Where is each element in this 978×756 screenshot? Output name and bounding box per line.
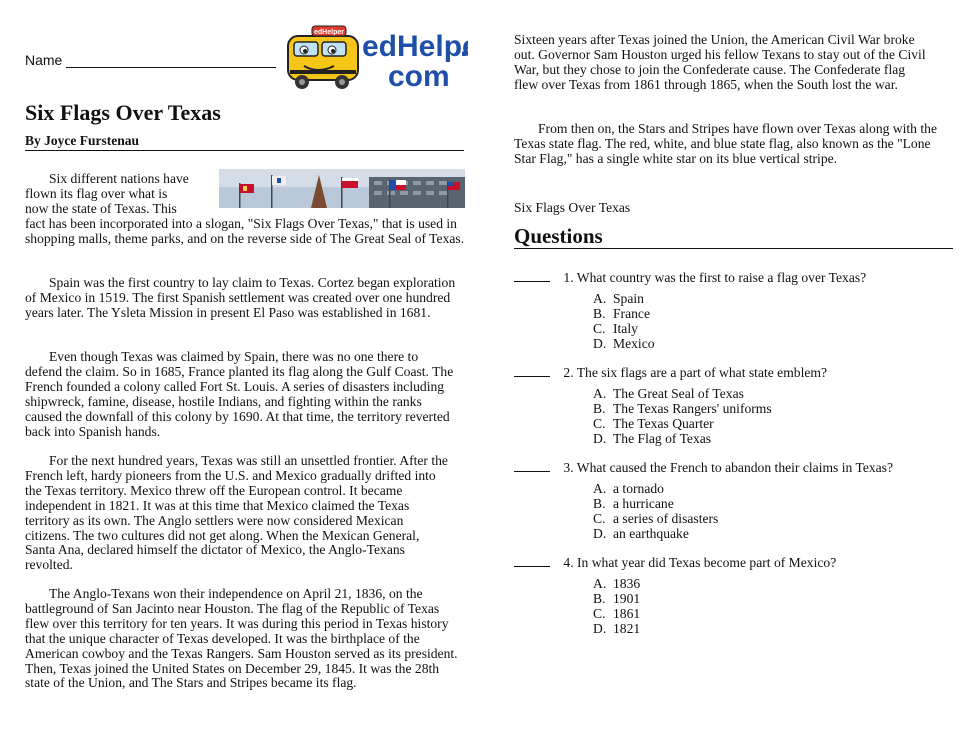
p1-line-1: Six different nations have	[49, 171, 189, 186]
paragraph-2: Spain was the first country to lay claim to Texas. Cortez began exploration of Mexico in 1519. The first Spanish settlement was created over one hundred years later. The Ysleta Mission in present El Paso was established in 1681.	[25, 275, 456, 320]
questions-heading: Questions	[514, 224, 953, 249]
question-4-text: 4. In what year did Texas become part of Mexico?	[563, 555, 837, 570]
option: A. a tornado	[593, 481, 664, 496]
p1-line-3: now the state of Texas. This	[25, 200, 177, 216]
paragraph-5: The Anglo-Texans won their independence on April 21, 1836, on the battleground of San Jacinto near Houston. The flag of the Republic of Texas flew over this territory for ten years. It was during this period in Texas history that the unique character of Texas developed. It was the birthplace of the American cowboy and the Texas Rangers. Sam Houston served as its president. Then, Texas joined the United States on December 29, 1845. It was the 28th state of the Union, and The Stars and Stripes became its flag.	[25, 586, 458, 691]
question-3	[514, 460, 893, 475]
logo-text-bottom: com	[388, 60, 450, 92]
svg-text:.: .	[460, 30, 468, 63]
option: C. a series of disasters	[593, 511, 719, 526]
answer-blank-3[interactable]	[514, 460, 550, 472]
question-1-text: 1. What country was the first to raise a flag over Texas?	[563, 270, 867, 285]
option: B. France	[593, 306, 650, 321]
name-field	[25, 52, 276, 68]
paragraph-1-rest: fact has been incorporated into a slogan, "Six Flags Over Texas," that is used in shopping malls, theme parks, and on the reverse side of The Great Seal of Texas.	[25, 216, 465, 246]
page-title: Six Flags Over Texas	[25, 100, 221, 125]
question-1-options	[593, 291, 655, 351]
option: D. an earthquake	[593, 526, 689, 541]
paragraph-6: Sixteen years after Texas joined the Union, the American Civil War broke out. Governor Sam Houston urged his fellow Texans to stay out of the Civil War, but they chose to join the Confederate cause. The Confederate flag flew over Texas from 1861 through 1865, when the South lost the war.	[514, 32, 926, 92]
option: C. 1861	[593, 606, 641, 621]
school-bus-icon	[288, 26, 358, 89]
question-3-text: 3. What caused the French to abandon their claims in Texas?	[563, 460, 894, 475]
question-4-options	[593, 576, 640, 636]
name-blank-line[interactable]	[66, 53, 276, 68]
p1-line-2: flown its flag over what is	[25, 185, 168, 201]
option: D. 1821	[593, 621, 641, 636]
option: B. 1901	[593, 591, 641, 606]
bus-sign-text: edHelper	[314, 29, 344, 36]
option: D. The Flag of Texas	[593, 431, 712, 446]
byline: By Joyce Furstenau	[25, 133, 464, 151]
option: A. The Great Seal of Texas	[593, 386, 744, 401]
question-4	[514, 555, 836, 570]
option: A. Spain	[593, 291, 644, 306]
option: D. Mexico	[593, 336, 655, 351]
option: A. 1836	[593, 576, 641, 591]
answer-blank-4[interactable]	[514, 555, 550, 567]
question-2-text: 2. The six flags are a part of what state emblem?	[563, 365, 828, 380]
paragraph-1-lead	[25, 172, 225, 217]
paragraph-7: From then on, the Stars and Stripes have flown over Texas along with the Texas state flag. The red, white, and blue state flag, also known as the "Lone Star Flag," has a single white star on its blue vertical stripe.	[514, 121, 937, 166]
flags-photo	[219, 169, 465, 208]
edhelper-logo	[286, 20, 468, 92]
question-2	[514, 365, 827, 380]
question-1	[514, 270, 866, 285]
paragraph-4: For the next hundred years, Texas was still an unsettled frontier. After the French left, hardy pioneers from the U.S. and Mexico gradually drifted into the Texas territory. Mexico threw off the European control. It became independent in 1821. It was at this time that Mexico claimed the Texas territory as its own. The Anglo settlers were now considered Mexican citizens. The two cultures did not get along. When the Mexican General, Santa Ana, declared himself the dictator of Mexico, the Anglo-Texans revolted.	[25, 453, 448, 573]
question-3-options	[593, 481, 718, 541]
option: C. The Texas Quarter	[593, 416, 714, 431]
answer-blank-1[interactable]	[514, 270, 550, 282]
question-2-options	[593, 386, 772, 446]
option: B. a hurricane	[593, 496, 674, 511]
name-label: Name	[25, 52, 63, 68]
logo-text-top: edHelp	[362, 30, 463, 63]
option: B. The Texas Rangers' uniforms	[593, 401, 772, 416]
paragraph-3: Even though Texas was claimed by Spain, there was no one there to defend the claim. So in 1685, France planted its flag along the Gulf Coast. The French founded a colony called Fort St. Louis. A series of disasters including shipwreck, famine, disease, hostile Indians, and fighting within the ranks caused the downfall of this colony by 1690. At that time, the territory reverted back into Spanish hands.	[25, 349, 454, 439]
answer-blank-2[interactable]	[514, 365, 550, 377]
questions-subtitle: Six Flags Over Texas	[514, 200, 631, 215]
option: C. Italy	[593, 321, 638, 336]
